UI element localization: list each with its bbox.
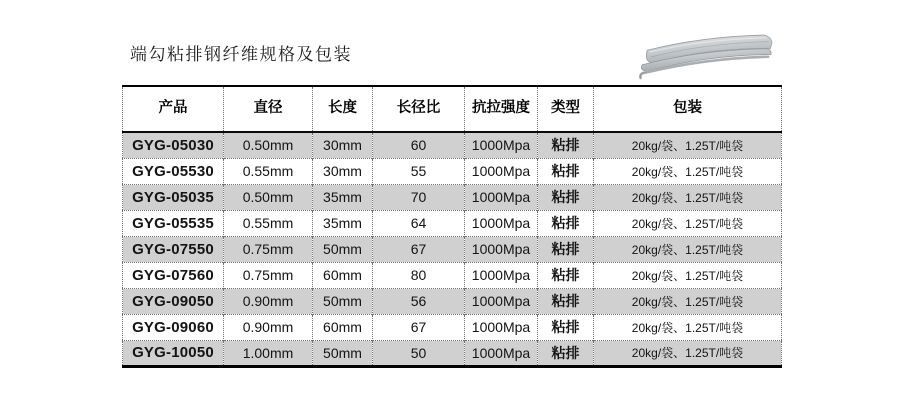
cell-type: 粘排 (538, 236, 594, 262)
column-header-diameter: 直径 (224, 86, 313, 132)
page-title: 端勾粘排钢纤维规格及包装 (130, 45, 352, 64)
cell-tensile-strength: 1000Mpa (465, 158, 538, 184)
cell-type: 粘排 (538, 210, 594, 236)
cell-diameter: 0.90mm (224, 314, 313, 340)
column-header-tensile-strength: 抗拉强度 (465, 86, 538, 132)
cell-tensile-strength: 1000Mpa (465, 314, 538, 340)
cell-packaging: 20kg/袋、1.25T/吨袋 (631, 320, 744, 335)
cell-length: 50mm (313, 340, 373, 366)
table-row (123, 210, 782, 236)
cell-type: 粘排 (538, 288, 594, 314)
table-row (123, 236, 782, 262)
cell-type: 粘排 (538, 184, 594, 210)
column-header-product: 产品 (123, 86, 224, 132)
table-row (123, 314, 782, 340)
cell-packaging: 20kg/袋、1.25T/吨袋 (631, 346, 744, 360)
cell-packaging: 20kg/袋、1.25T/吨袋 (631, 242, 744, 257)
cell-diameter: 0.50mm (224, 132, 313, 158)
table-row (123, 340, 782, 366)
cell-diameter: 0.50mm (224, 184, 313, 210)
cell-tensile-strength: 1000Mpa (465, 288, 538, 314)
cell-length: 50mm (313, 288, 373, 314)
cell-diameter: 0.55mm (224, 158, 313, 184)
cell-type: 粘排 (538, 314, 594, 340)
column-header-aspect-ratio: 长径比 (373, 86, 465, 132)
cell-aspect-ratio: 56 (373, 288, 465, 314)
spec-table (122, 85, 782, 368)
cell-tensile-strength: 1000Mpa (465, 184, 538, 210)
cell-product: GYG-10050 (123, 340, 224, 366)
cell-packaging: 20kg/袋、1.25T/吨袋 (631, 216, 744, 231)
cell-length: 35mm (313, 184, 373, 210)
cell-aspect-ratio: 50 (373, 340, 465, 366)
column-header-length: 长度 (313, 86, 373, 132)
cell-packaging: 20kg/袋、1.25T/吨袋 (631, 294, 744, 309)
cell-aspect-ratio: 55 (373, 158, 465, 184)
cell-product: GYG-05030 (123, 132, 224, 158)
cell-product: GYG-05035 (123, 184, 224, 210)
cell-type: 粘排 (538, 132, 594, 158)
cell-diameter: 0.55mm (224, 210, 313, 236)
cell-aspect-ratio: 67 (373, 314, 465, 340)
cell-diameter: 1.00mm (224, 340, 313, 366)
cell-aspect-ratio: 64 (373, 210, 465, 236)
column-header-type: 类型 (538, 86, 594, 132)
cell-product: GYG-09050 (123, 288, 224, 314)
cell-product: GYG-07560 (123, 262, 224, 288)
cell-packaging: 20kg/袋、1.25T/吨袋 (631, 190, 744, 205)
cell-type: 粘排 (538, 262, 594, 288)
cell-packaging: 20kg/袋、1.25T/吨袋 (631, 268, 744, 283)
cell-packaging: 20kg/袋、1.25T/吨袋 (631, 164, 744, 179)
cell-aspect-ratio: 67 (373, 236, 465, 262)
cell-aspect-ratio: 60 (373, 132, 465, 158)
cell-length: 30mm (313, 158, 373, 184)
cell-tensile-strength: 1000Mpa (465, 262, 538, 288)
cell-type: 粘排 (538, 158, 594, 184)
table-row (123, 158, 782, 184)
table-row (123, 132, 782, 158)
cell-type: 粘排 (538, 340, 594, 366)
cell-tensile-strength: 1000Mpa (465, 236, 538, 262)
table-header-row (123, 86, 782, 132)
cell-length: 60mm (313, 314, 373, 340)
steel-fiber-strips-photo (632, 30, 784, 84)
cell-product: GYG-07550 (123, 236, 224, 262)
table-row (123, 288, 782, 314)
cell-aspect-ratio: 80 (373, 262, 465, 288)
cell-tensile-strength: 1000Mpa (465, 132, 538, 158)
cell-length: 50mm (313, 236, 373, 262)
table-row (123, 184, 782, 210)
cell-length: 60mm (313, 262, 373, 288)
table-row (123, 262, 782, 288)
cell-diameter: 0.75mm (224, 236, 313, 262)
column-header-packaging: 包装 (673, 100, 702, 116)
cell-aspect-ratio: 70 (373, 184, 465, 210)
cell-product: GYG-05530 (123, 158, 224, 184)
cell-length: 30mm (313, 132, 373, 158)
cell-tensile-strength: 1000Mpa (465, 340, 538, 366)
cell-product: GYG-09060 (123, 314, 224, 340)
cell-packaging: 20kg/袋、1.25T/吨袋 (631, 138, 744, 153)
cell-tensile-strength: 1000Mpa (465, 210, 538, 236)
cell-diameter: 0.90mm (224, 288, 313, 314)
cell-diameter: 0.75mm (224, 262, 313, 288)
cell-length: 35mm (313, 210, 373, 236)
cell-product: GYG-05535 (123, 210, 224, 236)
